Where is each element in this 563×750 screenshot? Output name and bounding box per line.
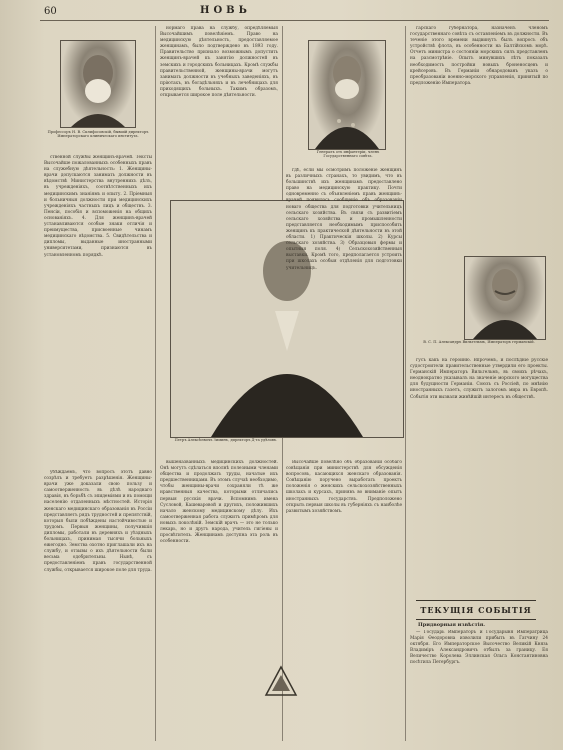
page-number: 60 [44,6,57,17]
article-column [44,470,152,740]
article-column [160,26,278,198]
article-column [286,460,402,740]
portrait-photo [308,40,386,150]
portrait-illustration [61,41,135,127]
article-text: гарскаго губернатора, назначенъ членомъ государственнаго совѣта съ оставленіемъ въ должности. Въ теченіе этого времени выдвинутъ былъ вопросъ объ устройствѣ флота, въ особенности на Балтійскомъ морѣ. Отчетъ министра о состояніи морскихъ силъ представленъ на разсмотрѣніе. Опытъ минувшихъ лѣтъ показалъ необходимость постройки новыхъ броненосцевъ и крейсеровъ. Въ Германіи обнародованъ указъ о преобразованіи военно-морского управленія, принятый по предложенію Императора. [410,26,548,86]
article-text: нормаго права на службу, опредѣляемыя Высочайшимъ повелѣніемъ. Право на медицинскую дѣятельность, предоставляемое женщинамъ, было подтверждено въ 1893 году. Правительство признало возможнымъ допустить женщинъ-врачей къ занятію должностей въ земскихъ и городскихъ больницахъ. Кромѣ службы правительственной, женщины-врачи могутъ занимать должности въ учебныхъ заведеніяхъ, въ пріютахъ, въ богадѣльняхъ и въ лечебницахъ для приходящихъ больныхъ. Такимъ образомъ, открывается широкое поле дѣятельности. [160,26,278,99]
portrait-illustration [465,257,545,339]
article-text: ственной службы женщинъ-врачей. Тексты Высочайше пожалованныхъ особенныхъ правъ на служебную дѣятельность: 1. Женщины-врачи допускаются занимать должности въ вѣдомствѣ Министерства внутреннихъ дѣлъ, въ учрежденіяхъ, соотвѣтственныхъ ихъ медицинскимъ знаніямъ и опыту. 2. Пріемныя и больничныя должности при медицинскихъ учрежденіяхъ частныхъ лицъ и обществъ. 3. Пенсіи, пособія и вспоможенія на общихъ основаніяхъ. 4. Для женщинъ-врачей устанавливаются особые знаки отличія и преимущества, присвоенные чинамъ медицинскаго вѣдомства. 5. Свидѣтельства и дипломы, выданные иностранными университетами, признаются въ установленномъ порядкѣ. [44,155,152,258]
article-column [286,168,402,428]
section-subhead: Придворныя извѣстія. [418,622,486,628]
portrait-photo [60,40,136,128]
column-divider [405,26,406,741]
triangle-ornament-icon [264,665,298,699]
article-column [44,155,152,395]
article-column [410,358,548,594]
header-rule [40,20,549,21]
photo-caption: Петръ Алексѣевичъ Зиминъ, директоръ Д-та удѣловъ. [174,438,278,442]
article-text: — Государь Императоръ и Государыня Императрица Марія Ѳеодоровна изволили прибыть въ Гатчину 24 октября. Его Императорское Высочество Великій Князь Владиміръ Александровичъ отбылъ за границу. Ея Величество Королева Эллинская Ольга Константиновна посѣтила Петербургъ. [410,630,548,666]
photo-caption: Генералъ отъ инфантеріи, членъ Государственнаго совѣта. [316,150,380,159]
article-text: гдѣ, если мы осмотримъ положеніе женщинъ въ различныхъ странахъ, то увидимъ, что въ большинствѣ ихъ женщинамъ предоставлено право на медицинскую практику. Почти одновременно съ объявленіемъ правъ женщинъ-врачей появилось сообщеніе объ образованіи новаго общества для подготовки учительницъ сельскаго хозяйства. Въ связи съ развитіемъ сельскаго хозяйства и промышленности представляется необходимымъ приспособить женщинъ къ практической дѣятельности въ этой области. 1) Практическія школы. 2) Курсы сельскаго хозяйства. 3) Образцовыя фермы и опытныя поля. 4) Сельскохозяйственныя выставки. Кромѣ того, предполагается устроить при школахъ особыя отдѣленія для подготовки учительницъ. [286,168,402,271]
article-text: убѣждаемъ, что вопросъ этотъ давно созрѣлъ и требуетъ разрѣшенія. Женщины-врачи уже доказали свою пользу и самоотверженность въ дѣлѣ народнаго здравія, въ борьбѣ съ эпидеміями и въ помощи населенію отдаленныхъ мѣстностей. Исторія женскаго медицинскаго образованія въ Россіи представляетъ рядъ трудностей и препятствій, которыя были побѣждены настойчивостью и трудомъ. Первыя женщины, получившія дипломы, работали въ деревняхъ и уѣздныхъ больницахъ, принимая тысячи больныхъ ежегодно. Земства охотно приглашали ихъ на службу, и отзывы о ихъ дѣятельности были весьма одобрительны. Нынѣ, съ предоставленіемъ правъ государственной службы, открывается широкое поле для труда. [44,470,152,573]
article-column [410,630,548,740]
section-title: ТЕКУЩІЯ СОБЫТІЯ [416,600,536,620]
photo-caption: В. С. П. Александръ Вильгельмъ, Императоръ германскій. [423,340,535,344]
article-text: Высочайше повелѣно объ образованіи особаго совѣщанія при министерствѣ для обсужденія вопросовъ, касающихся женскаго образованія. Совѣщанію поручено выработать проектъ положенія о женскихъ сельскохозяйственныхъ школахъ и курсахъ, принявъ во вниманіе опытъ иностранныхъ государствъ. Предположено открыть первыя школы въ губерніяхъ съ наиболѣе развитымъ хозяйствомъ. [286,460,402,514]
column-divider [155,26,156,741]
article-text: гусъ какъ на героиню. Впрочемъ, и послѣдніе русскіе судостроители правительственные утвердили его проекты. Германскій Императоръ Вильгельмъ, въ своихъ рѣчахъ, неоднократно указывалъ на значеніе морского могущества для будущности Германіи. Союзъ съ Россіей, по мнѣнію иностранныхъ газетъ, служитъ залогомъ мира въ Европѣ. Событія эти вызвали живѣйшій интересъ въ обществѣ. [410,358,548,400]
portrait-illustration [309,41,385,149]
portrait-photo [464,256,546,340]
article-text: вышеназванныхъ медицинскихъ должностей. Онѣ могутъ сдѣлаться вполнѣ полезными членами общества и продолжать труды, начатые ихъ предшественницами. Въ этомъ случаѣ необходимо, чтобы женщины-врачи сохраняли тѣ же нравственныя качества, которыми отличались первыя русскія врачи. Вспомнимъ имена Сусловой, Кашеваровой и другихъ, положившихъ начало женскому медицинскому дѣлу. Ихъ самоотверженная работа служитъ примѣромъ для новыхъ поколѣній. Земскій врачъ — это не только лекарь, но и другъ народа, учитель гигіены и просвѣтитель. Женщинамъ доступна эта роль въ особенности. [160,460,278,545]
photo-caption: Профессоръ Н. В. Склифосовскій, бывшій директоръ Императорскаго клиническаго института. [47,130,149,139]
decorative-ornament [264,665,298,699]
article-column [160,460,278,660]
article-column [410,26,548,254]
masthead: НОВЬ [200,5,251,16]
